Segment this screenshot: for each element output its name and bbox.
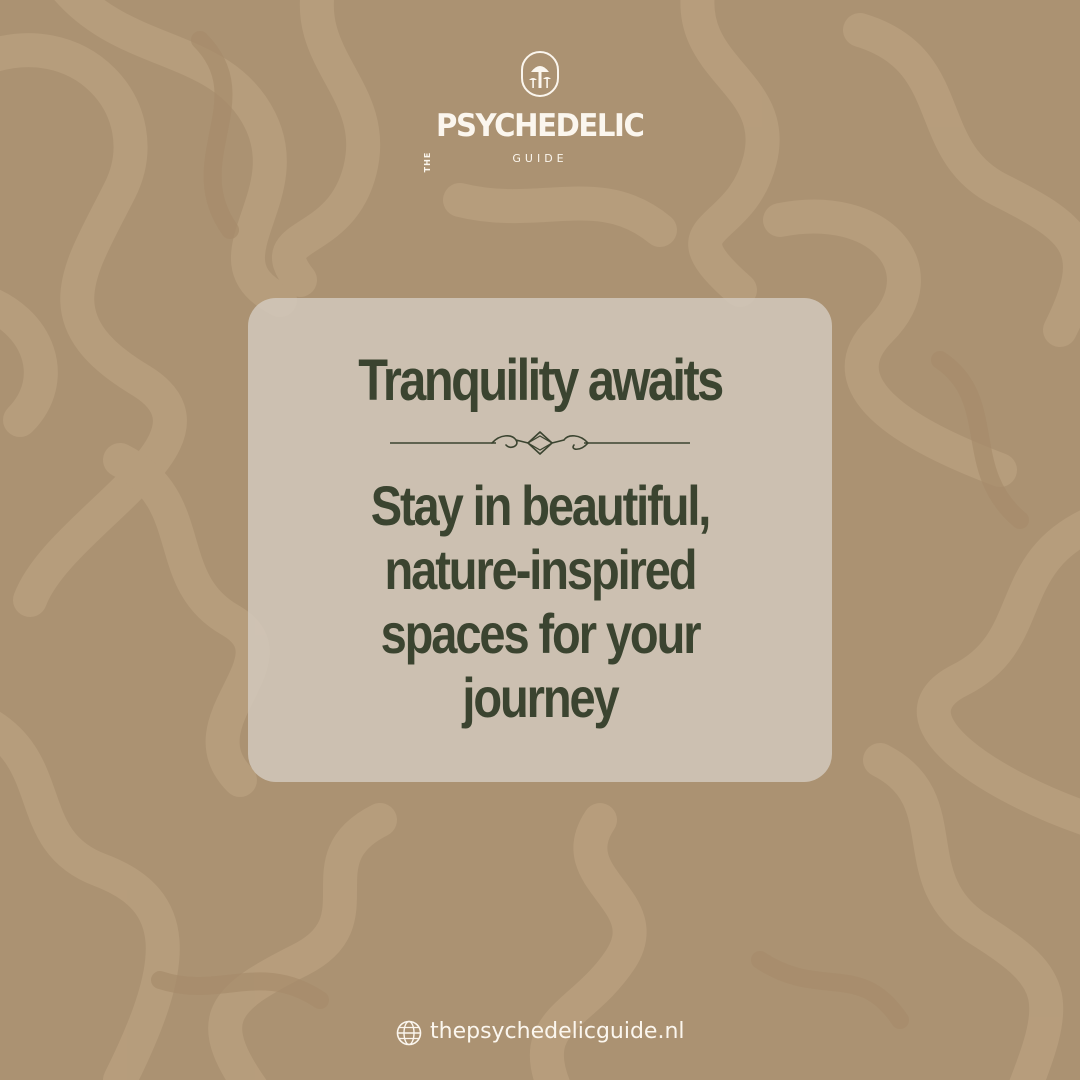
card-headline: Tranquility awaits — [358, 348, 722, 413]
message-card — [248, 298, 832, 782]
website-link[interactable]: thepsychedelicguide.nl — [430, 1019, 685, 1044]
brand-name: PSYCHEDELIC — [436, 108, 644, 144]
card-body: Stay in beautiful, nature-inspired spaces for your journey — [370, 474, 710, 729]
globe-icon — [396, 1020, 422, 1046]
brand-sub: GUIDE — [512, 152, 568, 165]
brand-prefix: THE — [423, 151, 432, 173]
mushroom-badge-icon — [520, 50, 560, 98]
footer — [0, 1014, 1080, 1050]
brand-logo — [0, 50, 1080, 180]
ornamental-divider-icon — [388, 426, 692, 460]
